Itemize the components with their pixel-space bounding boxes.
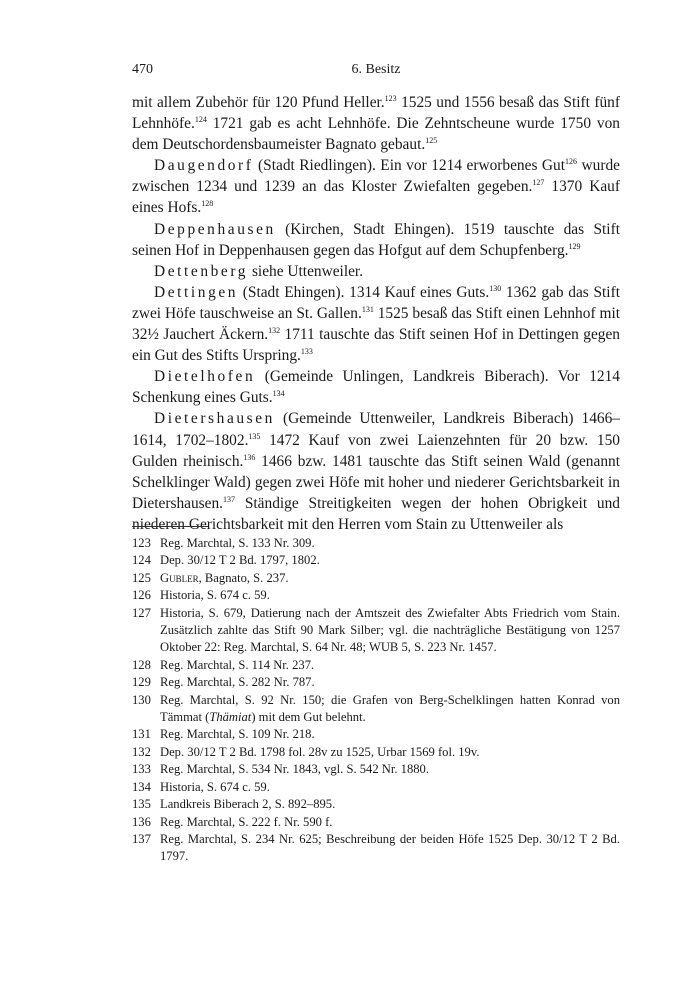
paragraph: mit allem Zubehör für 120 Pfund Heller.$^{123}$ 1525 und 1556 besaß das Stift fünf Lehnhöfe.$^{124}$ 1721 gab es acht Lehnhöfe. Die Zehntscheune wurde 1750 von dem Deutschordensbaumeister Bagnato gebaut.$^{125}$ xyxy=(132,94,620,154)
place-entry: Deppenhausen (Kirchen, Stadt Ehingen). 1519 tauschte das Stift seinen Hof in Deppenhausen gegen das Hofgut auf dem Schupfenberg.$^{129}$ xyxy=(132,220,620,259)
footnote: 135 Landkreis Biberach 2, S. 892–895. xyxy=(132,796,620,813)
place-entry: Daugendorf (Stadt Riedlingen). Ein vor 1214 erworbenes Gut$^{126}$ wurde zwischen 1234 und 1239 an das Kloster Zwiefalten gegeben.$^{127}$ 1370 Kauf eines Hofs.$^{128}$ xyxy=(132,157,621,217)
footnote-number: 127 xyxy=(132,605,151,620)
footnote-ref[interactable]: 126 xyxy=(565,157,578,167)
footnote-number: 130 xyxy=(132,692,151,707)
place-name: Daugendorf xyxy=(154,157,254,175)
footnote: 128 Reg. Marchtal, S. 114 Nr. 237. xyxy=(132,657,620,674)
footnote-ref[interactable]: 123 xyxy=(384,94,397,103)
footnote-number: 135 xyxy=(132,797,151,812)
footnote-number: 128 xyxy=(132,657,151,672)
footnotes xyxy=(132,535,620,866)
footnote: 137 Reg. Marchtal, S. 234 Nr. 625; Beschreibung der beiden Höfe 1525 Dep. 30/12 T 2 Bd. 1797. xyxy=(132,831,620,866)
footnote-number: 125 xyxy=(132,570,151,585)
chapter-title: 6. Besitz xyxy=(351,62,401,77)
footnote-number: 123 xyxy=(132,536,151,550)
footnote-ref[interactable]: 132 xyxy=(268,326,281,336)
place-name: Dietelhofen xyxy=(154,368,256,386)
footnote-number: 137 xyxy=(132,831,151,846)
footnote: 130 Reg. Marchtal, S. 92 Nr. 150; die Grafen von Berg-Schelklingen hatten Konrad von Tämmat (Thämiat) mit dem Gut belehnt. xyxy=(132,692,620,727)
footnote-divider xyxy=(132,526,208,527)
footnote-ref[interactable]: 129 xyxy=(568,241,581,251)
footnote-number: 129 xyxy=(132,675,151,690)
body-text xyxy=(132,92,620,535)
footnote-ref[interactable]: 136 xyxy=(243,452,256,462)
footnote-number: 136 xyxy=(132,814,151,829)
footnote-ref[interactable]: 134 xyxy=(272,389,285,399)
footnote-ref[interactable]: 135 xyxy=(248,431,261,441)
footnote-ref[interactable]: 125 xyxy=(425,136,438,146)
footnote: 124 Dep. 30/12 T 2 Bd. 1797, 1802. xyxy=(132,552,620,569)
footnote: 123 Reg. Marchtal, S. 133 Nr. 309. xyxy=(132,535,620,552)
footnote: 129 Reg. Marchtal, S. 282 Nr. 787. xyxy=(132,674,620,691)
place-entry: Dietelhofen (Gemeinde Unlingen, Landkreis Biberach). Vor 1214 Schenkung eines Guts.$^{134}$ xyxy=(132,368,620,407)
footnote-number: 134 xyxy=(132,779,151,794)
footnote: 131 Reg. Marchtal, S. 109 Nr. 218. xyxy=(132,726,620,743)
footnote-ref[interactable]: 133 xyxy=(300,347,313,357)
footnote-ref[interactable]: 130 xyxy=(489,283,502,293)
footnote-ref[interactable]: 127 xyxy=(532,178,545,188)
footnote-ref[interactable]: 131 xyxy=(361,304,374,314)
footnote: 125 Gubler, Bagnato, S. 237. xyxy=(132,570,620,587)
place-name: Deppenhausen xyxy=(154,220,276,238)
footnote: 132 Dep. 30/12 T 2 Bd. 1798 fol. 28v zu 1525, Urbar 1569 fol. 19v. xyxy=(132,744,620,761)
running-head xyxy=(132,62,620,82)
place-name: Dietershausen xyxy=(154,410,275,428)
footnote-ref[interactable]: 124 xyxy=(194,115,207,125)
place-entry: Dettingen (Stadt Ehingen). 1314 Kauf eines Guts.$^{130}$ 1362 gab das Stift zwei Höfe tauschweise an St. Gallen.$^{131}$ 1525 besaß das Stift einen Lehnhof mit 32½ Jauchert Äckern.$^{132}$ 1711 tauschte das Stift seinen Hof in Dettingen gegen ein Gut des Stifts Urspring.$^{133}$ xyxy=(132,283,621,365)
footnote: 134 Historia, S. 674 c. 59. xyxy=(132,779,620,796)
place-name: Dettenberg xyxy=(154,262,249,280)
footnote: 133 Reg. Marchtal, S. 534 Nr. 1843, vgl. S. 542 Nr. 1880. xyxy=(132,761,620,778)
footnote: 136 Reg. Marchtal, S. 222 f. Nr. 590 f. xyxy=(132,814,620,831)
author-name: Gubler xyxy=(160,570,199,585)
footnote-number: 133 xyxy=(132,762,151,777)
footnote-ref[interactable]: 137 xyxy=(223,494,236,504)
footnote-number: 132 xyxy=(132,744,151,759)
place-name: Dettingen xyxy=(154,283,239,301)
footnote: 127 Historia, S. 679, Datierung nach der Amtszeit des Zwiefalter Abts Friedrich vom Stain. Zusätzlich zahlte das Stift 90 Mark Silber; vgl. die nachträgliche Bestätigung von 1257 Oktober 22: Reg. Marchtal, S. 64 Nr. 48; WUB 5, S. 223 Nr. 1457. xyxy=(132,605,620,657)
place-entry: Dietershausen (Gemeinde Uttenweiler, Landkreis Biberach) 1466–1614, 1702–1802.$^{135}$ 1472 Kauf von zwei Laienzehnten für 20 bzw. 150 Gulden rheinisch.$^{136}$ 1466 bzw. 1481 tauschte das Stift seinen Wald (genannt Schelklinger Wald) gegen zwei Höfe mit hoher und niederer Gerichtsbarkeit in Dietershausen.$^{137}$ Ständige Streitigkeiten wegen der hohen Obrigkeit und niederen Gerichtsbarkeit mit den Herren vom Stain zu Uttenweiler als xyxy=(132,410,620,533)
place-entry: Dettenberg siehe Uttenweiler. xyxy=(154,262,364,280)
page-number: 470 xyxy=(132,62,153,77)
footnote: 126 Historia, S. 674 c. 59. xyxy=(132,587,620,604)
footnote-ref[interactable]: 128 xyxy=(201,199,214,209)
footnote-number: 126 xyxy=(132,588,151,603)
footnote-number: 124 xyxy=(132,553,151,568)
footnote-number: 131 xyxy=(132,727,151,742)
